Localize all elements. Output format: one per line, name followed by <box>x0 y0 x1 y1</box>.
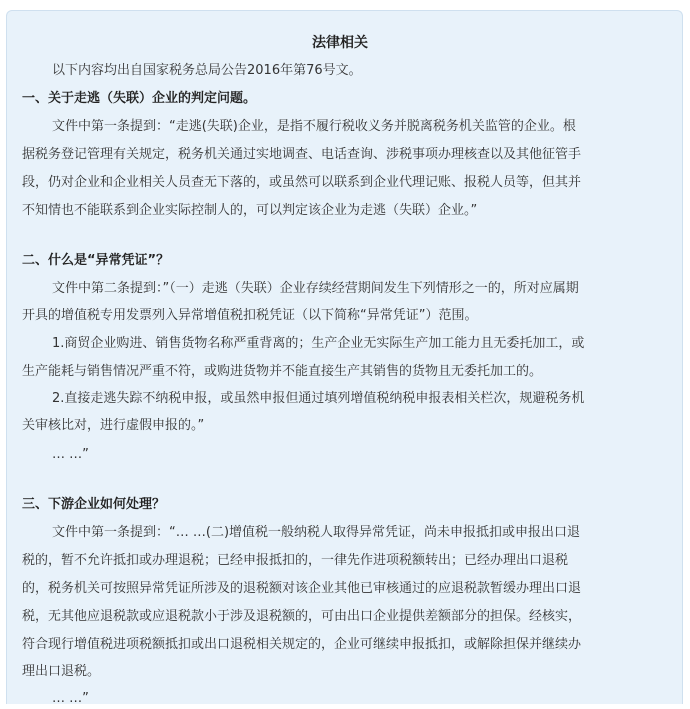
section2-paragraph-line: 1.商贸企业购进、销售货物名称严重背离的；生产企业无实际生产加工能力且无委托加工，或 <box>52 336 585 351</box>
section1-paragraph-line: 不知情也不能联系到企业实际控制人的，可以判定该企业为走逃（失联）企业。” <box>22 203 478 218</box>
section1-paragraph-line: 段，仍对企业和企业相关人员查无下落的，或虽然可以联系到企业代理记账、报税人员等，但其并 <box>22 175 582 190</box>
section3-paragraph-line: 税的，暂不允许抵扣或办理退税；已经申报抵扣的，一律先作进项税额转出；已经办理出口退税 <box>22 553 569 568</box>
section3-paragraph-line: 税，无其他应退税款或应退税款小于涉及退税额的，可由出口企业提供差额部分的担保。经核实， <box>22 609 582 624</box>
section3-heading: 三、下游企业如何处理？ <box>22 497 166 512</box>
section2-heading: 二、什么是“异常凭证”？ <box>22 253 170 268</box>
section1-paragraph-line: 据税务登记管理有关规定，税务机关通过实地调查、电话查询、涉税事项办理核查以及其他征管手 <box>22 147 582 162</box>
intro-text: 以下内容均出自国家税务总局公告2016年第76号文。 <box>52 63 362 78</box>
section2-paragraph-line: 关审核比对，进行虚假申报的。” <box>22 418 205 433</box>
section1-heading: 一、关于走逃（失联）企业的判定问题。 <box>22 91 257 106</box>
section2-ellipsis: … …” <box>52 447 89 462</box>
section2-paragraph-line: 2.直接走逃失踪不纳税申报，或虽然申报但通过填列增值税纳税申报表相关栏次，规避税务机 <box>52 391 585 406</box>
page-title: 法律相关 <box>312 35 368 51</box>
section3-paragraph-line: 文件中第一条提到：“… …(二)增值税一般纳税人取得异常凭证，尚未申报抵扣或申报出口退 <box>52 525 581 540</box>
section3-ellipsis: … …” <box>52 691 89 706</box>
section2-paragraph-line: 开具的增值税专用发票列入异常增值税扣税凭证（以下简称“异常凭证”）范围。 <box>22 308 478 323</box>
section3-paragraph-line: 的，税务机关可按照异常凭证所涉及的退税额对该企业其他已审核通过的应退税款暂缓办理出口退 <box>22 581 582 596</box>
section2-paragraph-line: 生产能耗与销售情况严重不符，或购进货物并不能直接生产其销售的货物且无委托加工的。 <box>22 364 543 379</box>
content-panel <box>6 10 683 704</box>
section1-paragraph-line: 文件中第一条提到：“走逃(失联)企业，是指不履行税收义务并脱离税务机关监管的企业。根 <box>52 119 576 134</box>
section3-paragraph-line: 符合现行增值税进项税额抵扣或出口退税相关规定的，企业可继续申报抵扣，或解除担保并继续办 <box>22 637 582 652</box>
section2-paragraph-line: 文件中第二条提到：”（一）走逃（失联）企业存续经营期间发生下列情形之一的，所对应属期 <box>52 281 579 296</box>
section3-paragraph-line: 理出口退税。 <box>22 664 101 679</box>
